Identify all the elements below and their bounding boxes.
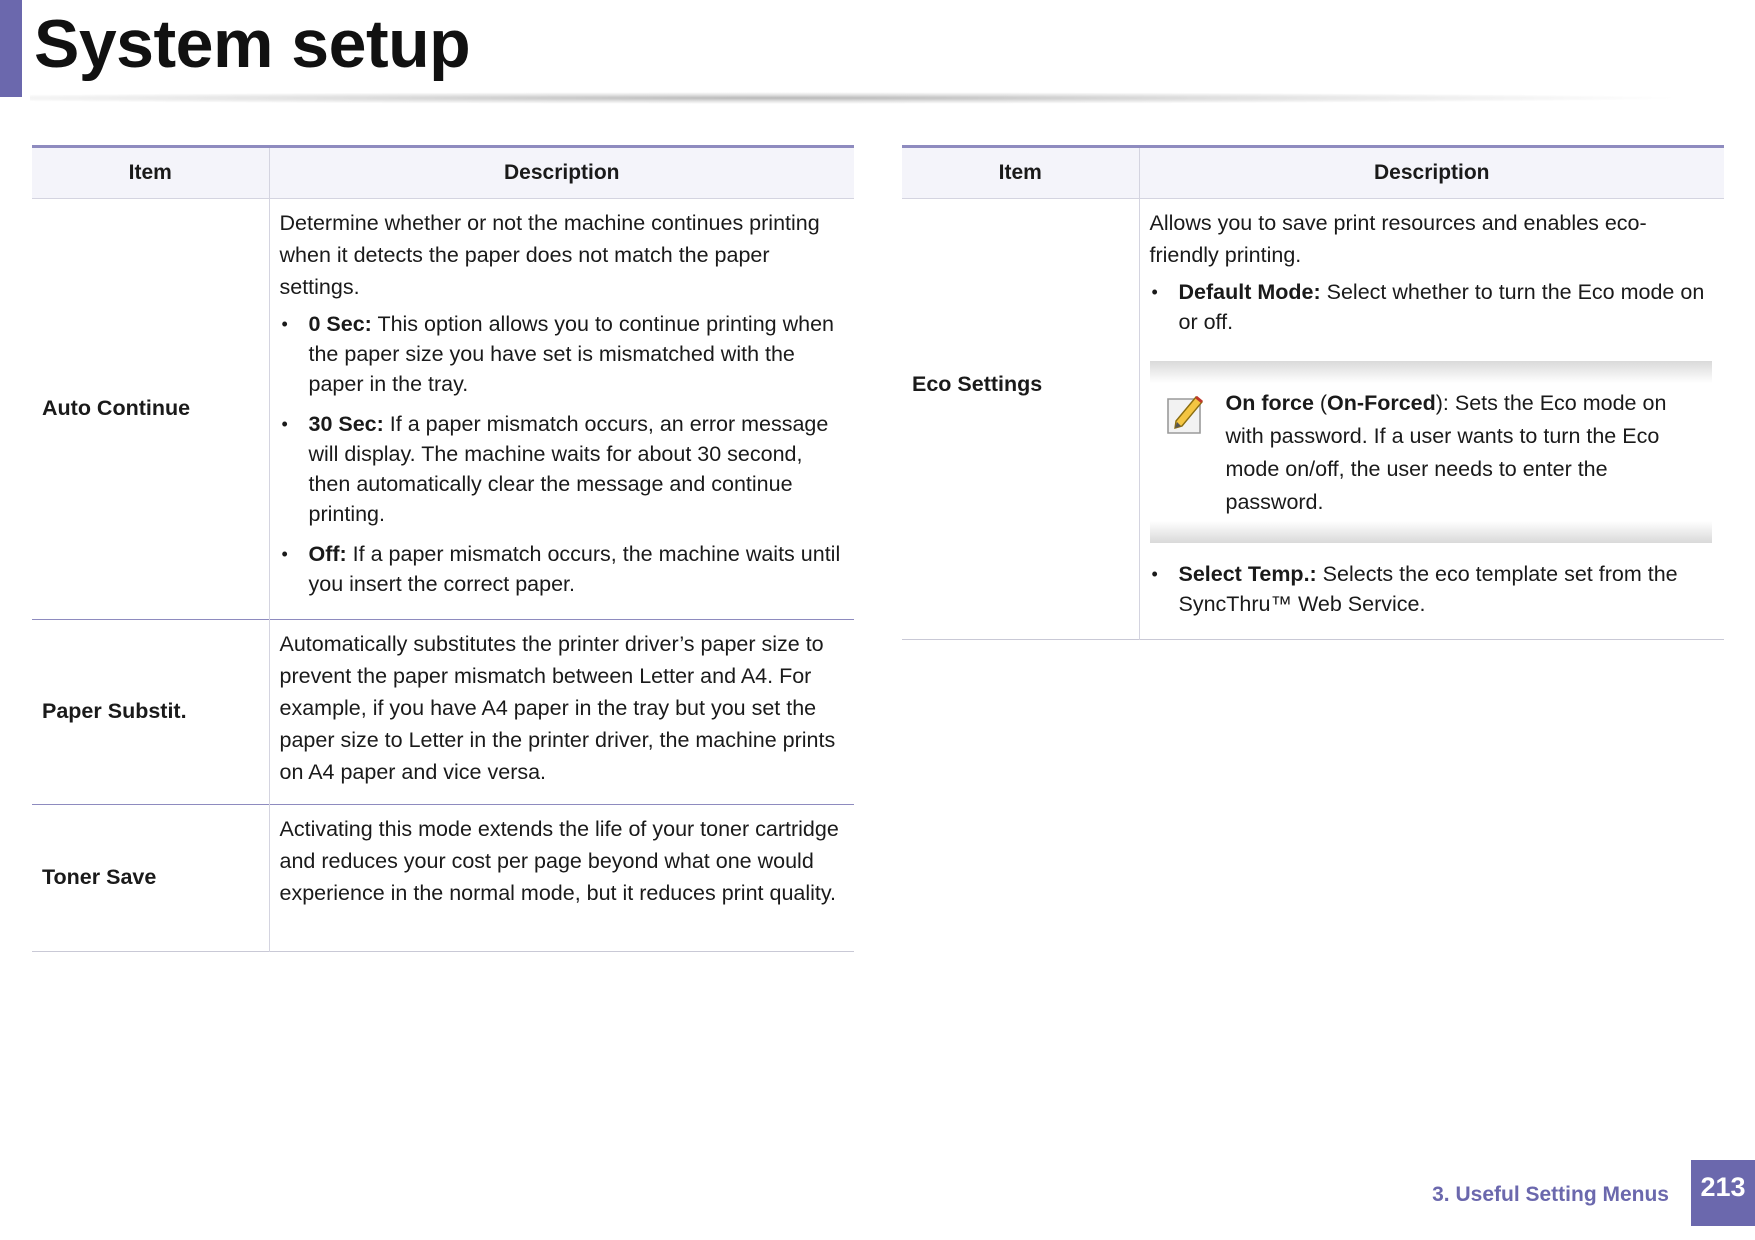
title-accent-bar (0, 0, 22, 97)
option-off (280, 539, 843, 599)
option-select-temp (1150, 559, 1713, 619)
option-list (1150, 559, 1713, 619)
settings-table-left (32, 145, 854, 952)
option-text: This option allows you to continue printing when the paper size you have set is mismatched with the paper in the tray. (308, 312, 834, 396)
option-label: Select Temp.: (1178, 562, 1317, 586)
title-divider (30, 92, 1690, 104)
description-intro: Allows you to save print resources and enables eco-friendly printing. (1149, 211, 1647, 267)
option-label: Default Mode: (1178, 280, 1321, 304)
settings-table-right (902, 145, 1724, 640)
description-auto-continue (269, 199, 854, 620)
description-intro: Determine whether or not the machine continues printing when it detects the paper does not match the paper settings. (279, 211, 820, 299)
column-header-description: Description (269, 147, 854, 199)
option-30-sec (280, 409, 843, 529)
item-auto-continue: Auto Continue (32, 199, 269, 620)
description-paper-substit (269, 620, 854, 805)
item-toner-save: Toner Save (32, 805, 269, 952)
page-title: System setup (34, 6, 471, 82)
table-row-eco-settings (902, 199, 1724, 640)
note-box (1150, 361, 1713, 543)
column-header-item: Item (32, 147, 269, 199)
column-header-item: Item (902, 147, 1139, 199)
table-header-row (902, 147, 1724, 199)
table-row-auto-continue (32, 199, 854, 620)
option-label: 0 Sec: (308, 312, 372, 336)
description-toner-save (269, 805, 854, 952)
option-text: Select whether to turn the Eco mode on or off. (1178, 280, 1705, 334)
table-row-toner-save (32, 805, 854, 952)
note-pencil-icon (1164, 391, 1208, 437)
option-label: 30 Sec: (308, 412, 384, 436)
option-text: Selects the eco template set from the SyncThru™ Web Service. (1178, 562, 1678, 616)
option-0-sec (280, 309, 843, 399)
note-label-on-forced: On-Forced (1327, 391, 1436, 415)
table-header-row (32, 147, 854, 199)
note-text: ): Sets the Eco mode on with password. If a user wants to turn the Eco mode on/off, the user needs to enter the password. (1225, 391, 1667, 514)
table-row-paper-substit (32, 620, 854, 805)
description-eco-settings (1139, 199, 1724, 640)
option-text: If a paper mismatch occurs, an error message will display. The machine waits for about 30 second, then automatically clear the message and continue printing. (308, 412, 829, 526)
option-list (1150, 277, 1713, 337)
option-label: Off: (308, 542, 347, 566)
column-header-description: Description (1139, 147, 1724, 199)
item-eco-settings: Eco Settings (902, 199, 1139, 640)
option-text: If a paper mismatch occurs, the machine waits until you insert the correct paper. (308, 542, 841, 596)
item-paper-substit: Paper Substit. (32, 620, 269, 805)
footer-section-title: 3. Useful Setting Menus (1432, 1183, 1669, 1206)
description-text: Automatically substitutes the printer driver’s paper size to prevent the paper mismatch between Letter and A4. For example, if you have A4 paper in the tray but you set the paper size to Letter in the printer driver, the machine prints on A4 paper and vice versa. (279, 632, 836, 784)
option-default-mode (1150, 277, 1713, 337)
page-number: 213 (1691, 1160, 1755, 1226)
note-open-paren: ( (1313, 391, 1328, 415)
option-list (280, 309, 843, 599)
note-label-on-force: On force (1225, 391, 1314, 415)
description-text: Activating this mode extends the life of your toner cartridge and reduces your cost per page beyond what one would experience in the normal mode, but it reduces print quality. (279, 817, 839, 905)
